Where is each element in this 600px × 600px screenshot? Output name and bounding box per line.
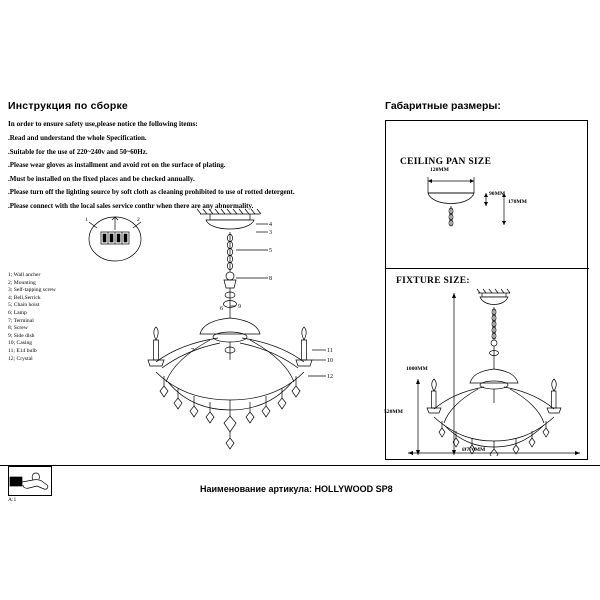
- legend-item: 9; Side dish: [8, 332, 35, 339]
- legend-item: 10; Casing: [8, 340, 33, 347]
- callout-number: 6: [220, 306, 223, 312]
- instruction-line: .Must be installed on the fixed places and be checked annually.: [8, 174, 195, 183]
- legend-item: 5; Chain hoist: [8, 302, 40, 309]
- dimensions-box: [385, 120, 588, 460]
- ceiling-pan-size-label: CEILING PAN SIZE: [400, 157, 492, 167]
- instruction-line: .Please turn off the lighting source by soft cloth as cleaning prohibited to use of rotted detergent.: [8, 188, 295, 196]
- ceiling-pan-drawing: [408, 173, 518, 251]
- handling-caption: A:1: [8, 497, 17, 503]
- callout-number: 3: [269, 230, 272, 236]
- legend-item: 12; Crystal: [8, 355, 33, 362]
- article-name: Наименование артикула: HOLLYWOOD SP8: [200, 484, 393, 494]
- instruction-line: .Please wear gloves as installment and avoid rot on the surface of plating.: [8, 161, 226, 169]
- fixture-body-height-dim: 520MM: [384, 409, 403, 415]
- legend-item: 7; Terminal: [8, 317, 34, 324]
- fixture-total-height-dim: 1000MM: [406, 366, 428, 372]
- callout-number: 2: [137, 217, 140, 223]
- ceiling-pan-small-height-dim: 90MM: [489, 191, 506, 197]
- dimensions-title: Габаритные размеры:: [385, 100, 501, 112]
- legend-item: 6; Lamp: [8, 309, 27, 316]
- fixture-size-label: FIXTURE SIZE:: [396, 276, 470, 286]
- handling-icon-box: [8, 466, 52, 496]
- box-divider: [386, 268, 589, 269]
- gloved-hand-icon: [9, 467, 51, 495]
- legend-item: 8; Screw: [8, 325, 28, 332]
- instruction-line: .Please connect with the local sales service conthr when there are any abnormality.: [8, 201, 254, 210]
- callout-number: 4: [269, 222, 272, 228]
- callout-number: 7: [191, 348, 194, 354]
- ceiling-pan-large-height-dim: 170MM: [508, 199, 527, 205]
- instruction-line: .Suitable for the use of 220~240v and 50~60Hz.: [8, 147, 148, 156]
- legend-item: 1; Wall ancher: [8, 272, 41, 278]
- legend-item: 11; E14 bulb: [8, 347, 37, 354]
- callout-number: 11: [327, 348, 333, 354]
- callout-number: 5: [269, 248, 272, 254]
- bottom-divider: [0, 465, 600, 466]
- callout-number: 9: [238, 304, 241, 310]
- mounting-detail-diagram: [85, 214, 145, 264]
- legend-item: 4; Bell,Serrick: [8, 294, 41, 301]
- assembly-instructions-title: Инструкция по сборке: [8, 100, 128, 112]
- instructions-heading: In order to ensure safety use,please notice the following items:: [8, 120, 198, 128]
- callout-number: 12: [327, 374, 333, 380]
- instruction-line: .Read and understand the whole Specification.: [8, 134, 147, 142]
- fixture-diameter-dim: Ø770MM: [462, 447, 486, 453]
- legend-item: 2; Mounting: [8, 279, 36, 286]
- callout-number: 1: [85, 217, 88, 223]
- ceiling-pan-width-dim: 120MM: [430, 167, 449, 173]
- callout-number: 8: [269, 276, 272, 282]
- callout-number: 10: [327, 358, 333, 364]
- legend-item: 3; Self-tapping screw: [8, 287, 56, 294]
